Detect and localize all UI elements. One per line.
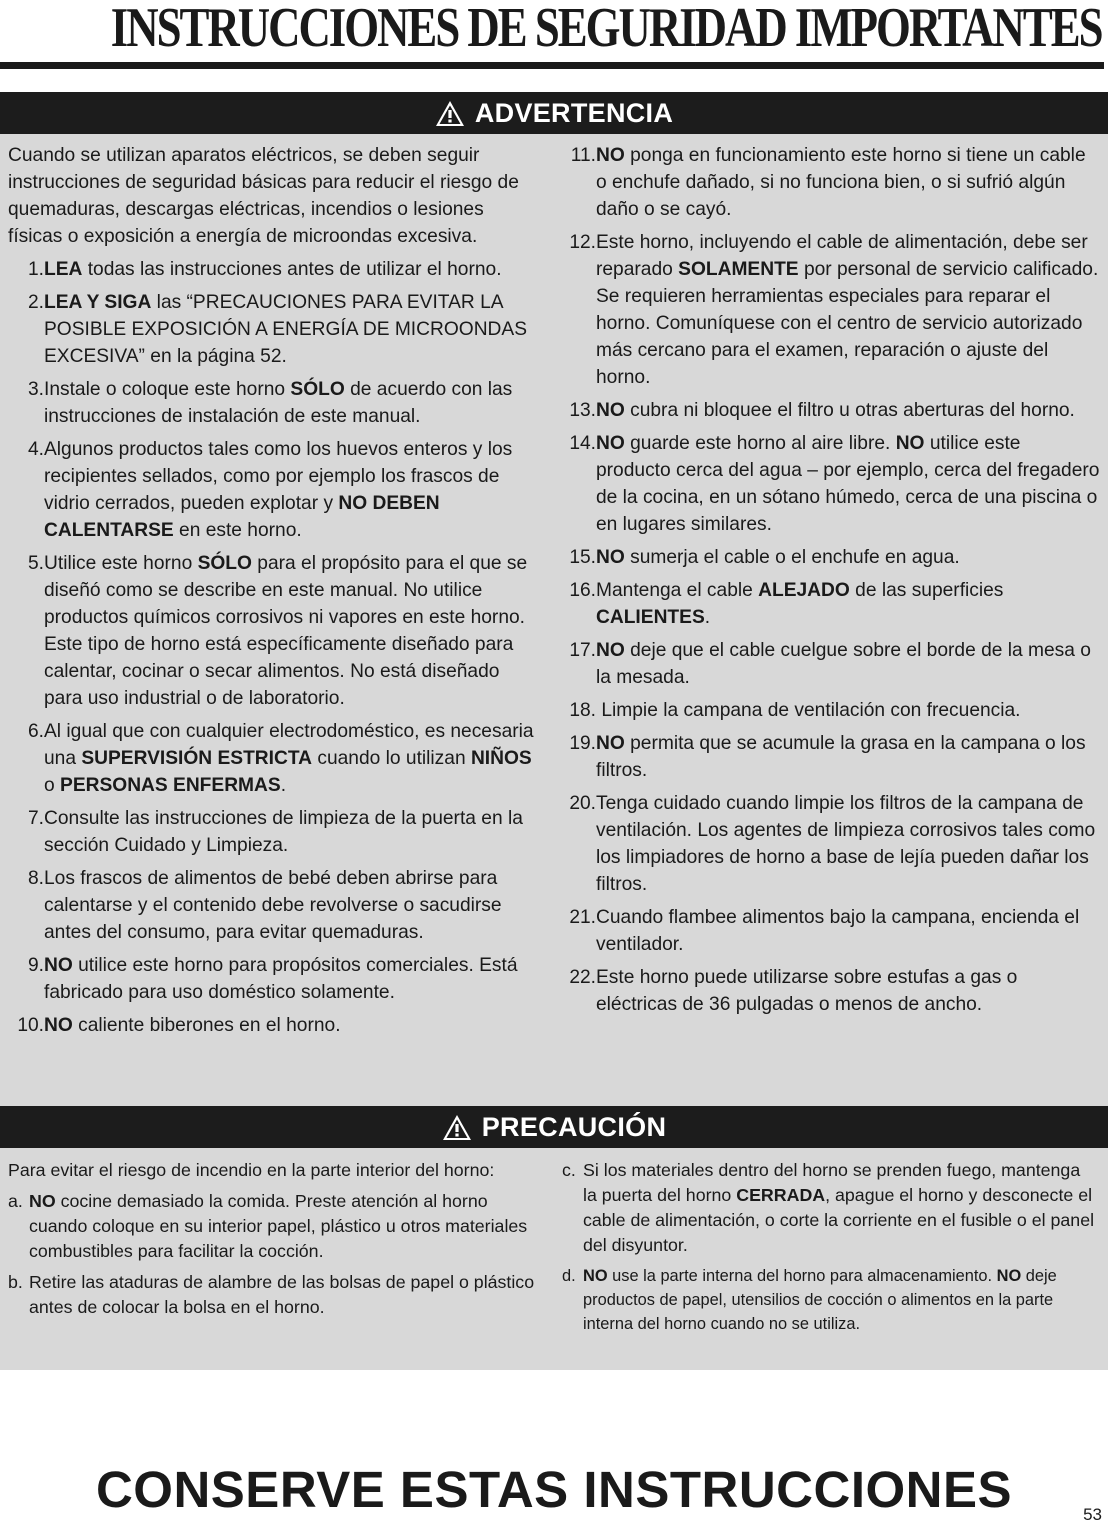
item-number: 14. [569, 433, 596, 454]
item-number: 11. [570, 145, 596, 166]
list-item [560, 397, 1100, 424]
item-bold: NO [44, 955, 73, 976]
warning-header [0, 92, 1108, 134]
list-item [560, 544, 1100, 571]
item-text: permita que se acumule la grasa en la campana o los filtros. [596, 733, 1086, 781]
item-bold: ALEJADO [758, 580, 850, 601]
caution-intro: Para evitar el riesgo de incendio en la parte interior del horno: [8, 1160, 495, 1180]
item-bold: NO [44, 1015, 73, 1036]
item-text: Limpie la campana de ventilación con frecuencia. [596, 700, 1021, 721]
list-item [562, 1264, 1098, 1336]
item-bold: NO [596, 547, 625, 568]
item-number: 5. [27, 553, 44, 574]
item-text: , apague el horno y desconecte el cable de alimentación, o corte la corriente en el fusible o el panel del disyuntor. [583, 1185, 1095, 1255]
item-bold: NO [596, 145, 625, 166]
item-letter: a. [8, 1191, 23, 1211]
item-bold: PERSONAS ENFERMAS [60, 775, 281, 796]
list-item [560, 637, 1100, 691]
item-text: de acuerdo con las instrucciones de instalación de este manual. [44, 379, 513, 427]
item-bold: SUPERVISIÓN ESTRICTA [81, 748, 313, 769]
item-number: 10. [17, 1015, 44, 1036]
list-item [8, 376, 540, 430]
item-number: 12. [569, 232, 596, 253]
item-number: 7. [27, 808, 44, 829]
item-bold: NO [29, 1191, 56, 1211]
item-number: 21. [569, 907, 596, 928]
item-number: 20. [569, 793, 596, 814]
item-number: 6. [27, 721, 44, 742]
item-text: Consulte las instrucciones de limpieza de la puerta en la sección Cuidado y Limpieza. [44, 808, 523, 856]
item-bold: NO [596, 640, 625, 661]
list-item [8, 1189, 542, 1264]
item-text: Cuando flambee alimentos bajo la campana, encienda el ventilador. [596, 907, 1080, 955]
warning-heading: ADVERTENCIA [474, 97, 674, 128]
item-bold: SOLAMENTE [678, 259, 799, 280]
item-text: en este horno. [173, 520, 302, 541]
warning-triangle-icon [435, 100, 465, 127]
item-text: Algunos productos tales como los huevos enteros y los recipientes sellados, como por ejemplo los frascos de vidrio cerrados, pueden explotar y [44, 439, 513, 514]
item-text: de las superficies [849, 580, 1004, 601]
list-item [8, 1270, 542, 1320]
item-text: . [280, 775, 287, 796]
item-text: Retire las ataduras de alambre de las bolsas de papel o plástico antes de colocar la bolsa en el horno. [29, 1272, 535, 1317]
caution-header [0, 1106, 1108, 1148]
caution-box [0, 1106, 1108, 1370]
item-number: 9. [27, 955, 44, 976]
caution-right-column [562, 1158, 1098, 1342]
item-bold: CERRADA [736, 1185, 826, 1205]
item-bold: NO [596, 433, 625, 454]
item-text: utilice este horno para propósitos comerciales. Está fabricado para uso doméstico solamente. [44, 955, 518, 1003]
item-text: Este horno puede utilizarse sobre estufas a gas o eléctricas de 36 pulgadas o menos de ancho. [596, 967, 1018, 1015]
warning-box [0, 92, 1108, 1106]
item-number: 3. [27, 379, 44, 400]
item-bold: NO [596, 400, 625, 421]
item-number: 1. [27, 259, 44, 280]
item-text: cuando lo utilizan [312, 748, 471, 769]
list-item [560, 229, 1100, 391]
list-item [8, 865, 540, 946]
item-text: Si los materiales dentro del horno se prenden fuego, mantenga la puerta del horno [583, 1160, 1081, 1205]
item-letter: b. [8, 1272, 23, 1292]
item-text: caliente biberones en el horno. [72, 1015, 341, 1036]
item-number: 15. [569, 547, 596, 568]
item-text: guarde este horno al aire libre. [624, 433, 896, 454]
item-bold: NIÑOS [470, 748, 532, 769]
item-text: Mantenga el cable [596, 580, 759, 601]
warning-intro: Cuando se utilizan aparatos eléctricos, se deben seguir instrucciones de seguridad básicas para reducir el riesgo de quemaduras, descargas eléctricas, incendios o lesiones físicas o exposición a energía de microondas excesiva. [8, 145, 519, 247]
item-letter: c. [562, 1160, 576, 1180]
item-bold: NO DEBEN CALENTARSE [44, 493, 440, 541]
item-number: 17. [569, 640, 596, 661]
save-instructions-footer: CONSERVE ESTAS INSTRUCCIONES [95, 1461, 1013, 1518]
list-item [8, 805, 540, 859]
page-number: 53 [1083, 1505, 1102, 1524]
item-number: 8. [27, 868, 44, 889]
item-number: 4. [27, 439, 44, 460]
warning-left-column [8, 142, 540, 1045]
item-text: use la parte interna del horno para almacenamiento. [607, 1267, 997, 1285]
list-item [560, 730, 1100, 784]
item-number: 22. [569, 967, 596, 988]
item-text: deje que el cable cuelgue sobre el borde de la mesa o la mesada. [596, 640, 1091, 688]
item-bold: LEA [44, 259, 83, 280]
item-text: sumerja el cable o el enchufe en agua. [624, 547, 960, 568]
title-rule [0, 62, 1104, 69]
caution-heading: PRECAUCIÓN [481, 1111, 667, 1142]
item-bold: SÓLO [197, 553, 252, 574]
item-bold: NO [583, 1267, 608, 1285]
list-item [8, 1012, 540, 1039]
list-item [560, 697, 1100, 724]
list-item [8, 718, 540, 799]
item-text: Los frascos de alimentos de bebé deben abrirse para calentarse y el contenido debe revolverse o sacudirse antes del consumo, para evitar quemaduras. [44, 868, 502, 943]
item-bold: LEA Y SIGA [44, 292, 152, 313]
caution-left-column [8, 1158, 542, 1326]
list-item [8, 550, 540, 712]
item-text: Este horno, incluyendo el cable de alimentación, debe ser reparado [596, 232, 1088, 280]
item-text: Utilice este horno [44, 553, 198, 574]
item-bold: NO [596, 733, 625, 754]
item-text: Al igual que con cualquier electrodoméstico, es necesaria una [44, 721, 534, 769]
list-item [560, 430, 1100, 538]
page-title: INSTRUCCIONES DE SEGURIDAD IMPORTANTES [110, 0, 1102, 59]
item-text: ponga en funcionamiento este horno si tiene un cable o enchufe dañado, si no funciona bien, o si sufrió algún daño o se cayó. [596, 145, 1086, 220]
item-number: 2. [27, 292, 44, 313]
list-item [8, 289, 540, 370]
list-item [560, 904, 1100, 958]
item-bold: SÓLO [290, 379, 345, 400]
item-text: Instale o coloque este horno [44, 379, 291, 400]
item-number: 16. [569, 580, 596, 601]
item-bold: CALIENTES [596, 607, 705, 628]
item-text: deje productos de papel, utensilios de cocción o alimentos en la parte interna del horno cuando no se utiliza. [583, 1267, 1057, 1333]
item-text: las “PRECAUCIONES PARA EVITAR LA POSIBLE EXPOSICIÓN A ENERGÍA DE MICROONDAS EXCESIVA” en la página 52. [44, 292, 528, 367]
item-bold: NO [895, 433, 925, 454]
item-text: o [44, 775, 61, 796]
list-item [560, 964, 1100, 1018]
item-text: utilice este producto cerca del agua – por ejemplo, cerca del fregadero de la cocina, en un sótano húmedo, cerca de una piscina o en lugares similares. [596, 433, 1100, 535]
list-item [560, 142, 1100, 223]
item-number: 13. [569, 400, 596, 421]
item-bold: NO [996, 1267, 1022, 1285]
item-text: cocine demasiado la comida. Preste atención al horno cuando coloque en su interior papel, plástico u otros materiales combustibles para facilitar la cocción. [29, 1191, 528, 1261]
list-item [560, 577, 1100, 631]
item-text: Tenga cuidado cuando limpie los filtros de la campana de ventilación. Los agentes de limpieza corrosivos tales como los limpiadores de horno a base de lejía pueden dañar los filtros. [596, 793, 1096, 895]
list-item [562, 1158, 1098, 1258]
list-item [8, 436, 540, 544]
item-text: por personal de servicio calificado. Se requieren herramientas especiales para reparar el horno. Comuníquese con el centro de servicio autorizado más cercano para el examen, reparación o ajuste del horno. [596, 259, 1099, 388]
list-item [8, 952, 540, 1006]
warning-right-column [560, 142, 1100, 1024]
item-text: . [704, 607, 711, 628]
list-item [8, 256, 540, 283]
warning-triangle-icon [442, 1114, 472, 1141]
list-item [560, 790, 1100, 898]
item-letter: d. [562, 1267, 576, 1285]
item-text: todas las instrucciones antes de utilizar el horno. [82, 259, 502, 280]
item-text: para el propósito para el que se diseñó como se describe en este manual. No utilice productos químicos corrosivos ni vapores en este horno. Este tipo de horno está específicamente diseñado para calentar, cocinar o secar alimentos. No está diseñado para uso industrial o de laboratorio. [44, 553, 528, 709]
item-number: 18. [569, 700, 596, 721]
item-text: cubra ni bloquee el filtro u otras aberturas del horno. [624, 400, 1075, 421]
item-number: 19. [569, 733, 596, 754]
